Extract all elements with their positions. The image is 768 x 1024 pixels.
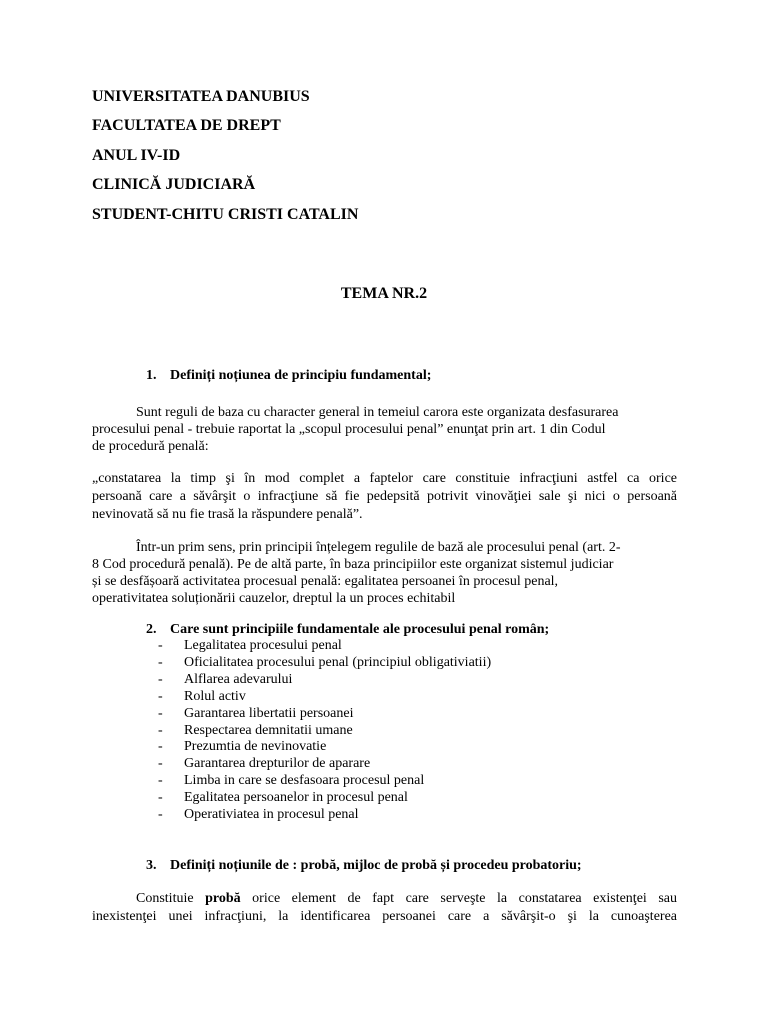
question-1-paragraph-1 <box>92 404 618 455</box>
dash-bullet: - <box>158 790 163 806</box>
study-year: ANUL IV-ID <box>92 147 181 164</box>
list-item-text: Garantarea libertatii persoanei <box>184 705 354 721</box>
question-3-heading <box>146 857 582 875</box>
list-item <box>158 756 491 773</box>
list-item-text: Rolul activ <box>184 688 246 704</box>
list-item <box>158 739 491 756</box>
dash-bullet: - <box>158 739 163 755</box>
university-name: UNIVERSITATEA DANUBIUS <box>92 88 310 105</box>
list-item-text: Egalitatea persoanelor in procesul penal <box>184 790 408 806</box>
dash-bullet: - <box>158 705 163 721</box>
list-item-text: Oficialitatea procesului penal (principiul obligativiatii) <box>184 654 492 670</box>
paragraph-text: orice element de fapt care serveşte la constatarea existenţei sau <box>252 891 677 906</box>
list-item <box>158 706 491 723</box>
paragraph-line: și se desfășoară activitatea procesual penală: egalitatea persoanei în procesul penal, <box>92 574 559 589</box>
list-item <box>158 723 491 740</box>
question-1-text: Definiți noțiunea de principiu fundamental; <box>170 368 432 383</box>
list-item-text: Legalitatea procesului penal <box>184 638 342 653</box>
list-item <box>158 807 491 824</box>
paragraph-text: Constituie <box>136 891 194 906</box>
paragraph-line: procesului penal - trebuie raportat la „scopul procesului penal” enunţat prin art. 1 din Codul <box>92 422 606 437</box>
list-item <box>158 672 491 689</box>
dash-bullet: - <box>158 807 163 823</box>
question-1-heading <box>146 367 431 385</box>
list-item-text: Alflarea adevarului <box>184 671 293 687</box>
paragraph-line <box>92 890 677 908</box>
code-quote <box>92 470 677 524</box>
list-item-text: Garantarea drepturilor de aparare <box>184 756 371 772</box>
quote-line: „constatarea la timp şi în mod complet a faptelor care constituie infracţiuni astfel ca orice <box>92 471 677 486</box>
dash-bullet: - <box>158 671 163 687</box>
dash-bullet: - <box>158 756 163 772</box>
list-item-text: Limba in care se desfasoara procesul penal <box>184 773 425 789</box>
principles-list <box>158 638 491 824</box>
paragraph-line: Într-un prim sens, prin principii înțelegem regulile de bază ale procesului penal (art. 2- <box>136 540 621 555</box>
dash-bullet: - <box>158 688 163 704</box>
dash-bullet: - <box>158 722 163 738</box>
question-2-text: Care sunt principiile fundamentale ale procesului penal român; <box>170 622 550 637</box>
quote-line: nevinovată să nu fie trasă la răspundere penală”. <box>92 507 363 522</box>
assignment-title: TEMA NR.2 <box>340 285 428 302</box>
paragraph-line: inexistenţei unei infracţiuni, la identificarea persoanei care a săvârşit-o şi la cunoaşterea <box>92 909 677 924</box>
student-name: STUDENT-CHITU CRISTI CATALIN <box>92 206 359 223</box>
list-item-text: Respectarea demnitatii umane <box>184 722 353 738</box>
list-item <box>158 689 491 706</box>
list-item-text: Operativiatea in procesul penal <box>184 807 359 823</box>
list-item <box>158 638 491 655</box>
quote-line: persoană care a săvârşit o infracţiune să fie pedepsită potrivit vinovăţiei sale şi nici o persoană <box>92 489 677 504</box>
paragraph-line: Sunt reguli de baza cu character general in temeiul carora este organizata desfasurarea <box>136 405 619 420</box>
list-item <box>158 655 491 672</box>
dash-bullet: - <box>158 654 163 670</box>
question-3-paragraph <box>92 890 677 926</box>
course-name: CLINICĂ JUDICIARĂ <box>92 176 256 193</box>
list-item <box>158 773 491 790</box>
paragraph-line: 8 Cod procedură penală). Pe de altă parte, în baza principiilor este organizat sistemul judiciar <box>92 557 614 572</box>
faculty-name: FACULTATEA DE DREPT <box>92 117 281 134</box>
list-item <box>158 790 491 807</box>
dash-bullet: - <box>158 638 163 653</box>
question-2-heading <box>146 621 549 639</box>
question-1-paragraph-2 <box>92 539 621 607</box>
question-2-number: 2. <box>146 622 157 637</box>
paragraph-line: operativitatea soluționării cauzelor, dreptul la un proces echitabil <box>92 591 456 606</box>
question-1-number: 1. <box>146 368 157 383</box>
paragraph-line: de procedură penală: <box>92 439 209 454</box>
dash-bullet: - <box>158 773 163 789</box>
list-item-text: Prezumtia de nevinovatie <box>184 739 327 755</box>
question-3-text: Definiți noțiunile de : probă, mijloc de probă și procedeu probatoriu; <box>170 858 582 873</box>
question-3-number: 3. <box>146 858 157 873</box>
bold-term-proba: probă <box>205 891 241 906</box>
